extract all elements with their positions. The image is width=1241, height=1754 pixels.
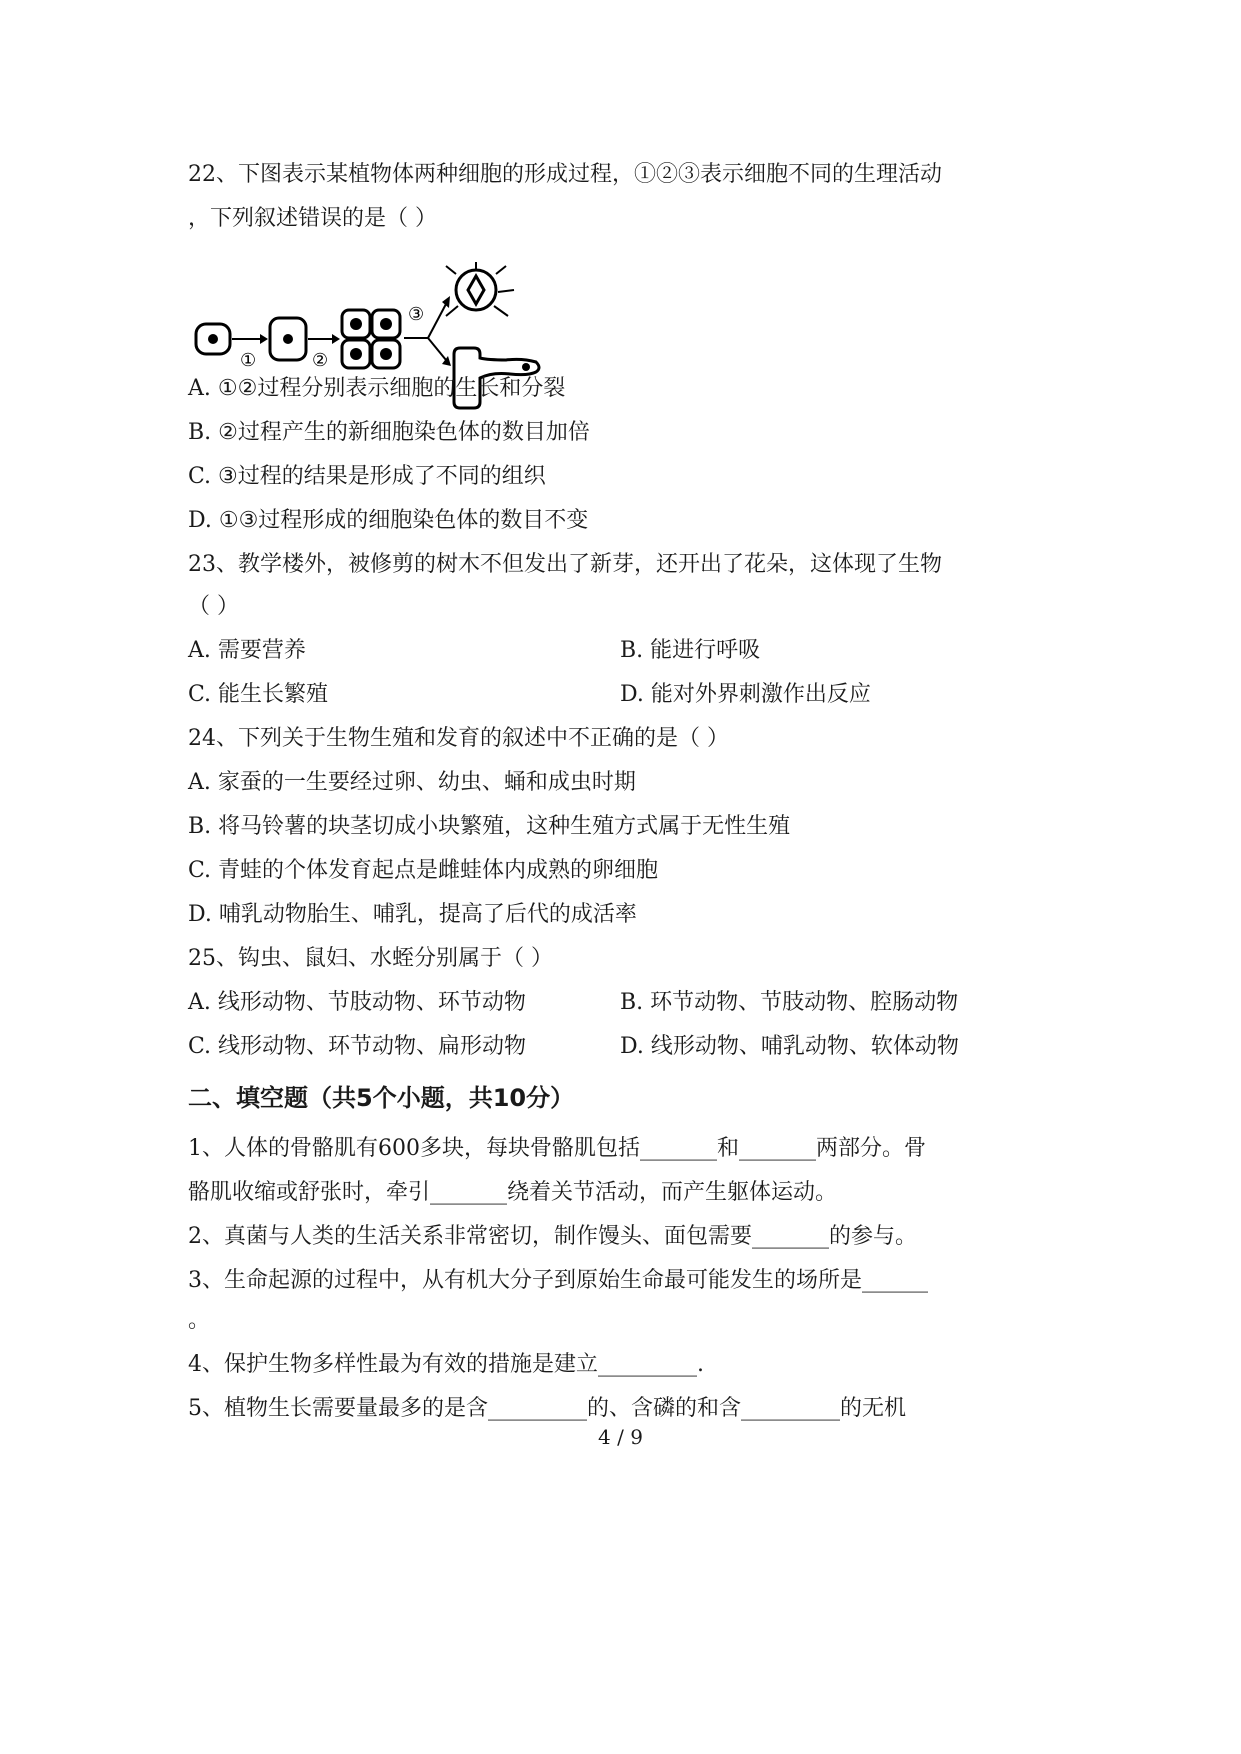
q25-stem: 25、钩虫、鼠妇、水蛭分别属于（ ） [188, 946, 553, 971]
label-process-1: ① [240, 350, 257, 371]
single-cell-large [270, 318, 306, 360]
q23-option-b: B. 能进行呼吸 [620, 638, 761, 663]
q22-option-d: D. ①③过程形成的细胞染色体的数目不变 [188, 508, 589, 533]
page-number: 4 / 9 [598, 1425, 643, 1449]
fill-q1-line1: 1、人体的骨骼肌有600多块，每块骨骼肌包括_______和_______两部分。骨 [188, 1136, 926, 1161]
q25-option-a: A. 线形动物、节肢动物、环节动物 [188, 990, 526, 1015]
q25-option-d: D. 线形动物、哺乳动物、软体动物 [620, 1034, 959, 1059]
q25-option-b: B. 环节动物、节肢动物、腔肠动物 [620, 990, 959, 1015]
q23-option-c: C. 能生长繁殖 [188, 682, 329, 707]
q22-stem-line1: 22、下图表示某植物体两种细胞的形成过程，①②③表示细胞不同的生理活动 [188, 162, 942, 187]
q24-stem: 24、下列关于生物生殖和发育的叙述中不正确的是（ ） [188, 726, 729, 751]
q22-option-c: C. ③过程的结果是形成了不同的组织 [188, 464, 546, 489]
q23-stem-line2: （ ） [188, 594, 239, 619]
fill-q4: 4、保护生物多样性最为有效的措施是建立_________. [188, 1352, 704, 1377]
single-cell-small [196, 324, 230, 354]
q24-option-c: C. 青蛙的个体发育起点是雌蛙体内成熟的卵细胞 [188, 858, 659, 883]
q23-stem-line1: 23、教学楼外，被修剪的树木不但发出了新芽，还开出了花朵，这体现了生物 [188, 552, 942, 577]
q23-option-d: D. 能对外界刺激作出反应 [620, 682, 871, 707]
q24-option-a: A. 家蚕的一生要经过卵、幼虫、蛹和成虫时期 [188, 770, 636, 795]
q24-option-b: B. 将马铃薯的块茎切成小块繁殖，这种生殖方式属于无性生殖 [188, 814, 791, 839]
differentiated-cell-top [446, 262, 514, 316]
q24-option-d: D. 哺乳动物胎生、哺乳，提高了后代的成活率 [188, 902, 637, 927]
fill-q3-line1: 3、生命起源的过程中，从有机大分子到原始生命最可能发生的场所是______ [188, 1268, 928, 1293]
fill-q3-line2: 。 [188, 1308, 211, 1333]
fill-q1-line2: 骼肌收缩或舒张时，牵引_______绕着关节活动，而产生躯体运动。 [188, 1180, 838, 1205]
q22-stem-line2: ，下列叙述错误的是（ ） [188, 206, 437, 231]
label-process-3: ③ [408, 304, 425, 325]
q25-option-c: C. 线形动物、环节动物、扁形动物 [188, 1034, 527, 1059]
q23-option-a: A. 需要营养 [188, 638, 306, 663]
q22-option-b: B. ②过程产生的新细胞染色体的数目加倍 [188, 420, 590, 445]
section-title-fill-in: 二、填空题（共5个小题，共10分） [188, 1084, 575, 1112]
fill-q5-line1: 5、植物生长需要量最多的是含_________的、含磷的和含_________的无机 [188, 1396, 906, 1421]
fill-q2: 2、真菌与人类的生活关系非常密切，制作馒头、面包需要_______的参与。 [188, 1224, 917, 1249]
label-process-2: ② [312, 350, 329, 371]
four-cell-group [342, 310, 400, 368]
q22-option-a: A. ①②过程分别表示细胞的生长和分裂 [188, 376, 566, 401]
